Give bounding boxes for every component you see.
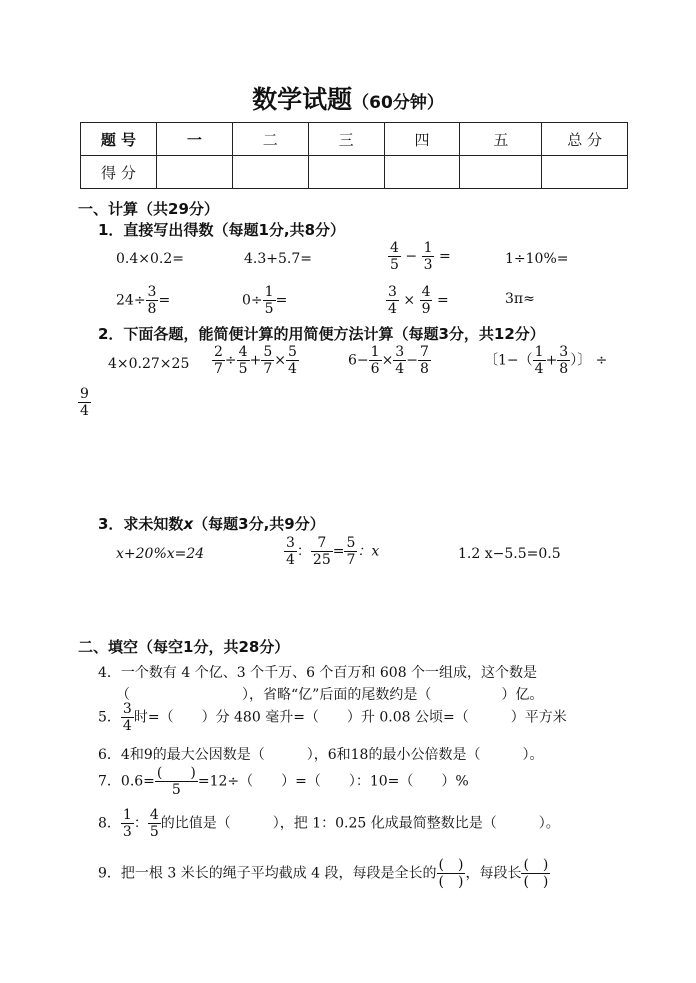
score-table-score-row (81, 156, 628, 189)
q1-item-h: 3π≈ (505, 291, 535, 307)
exam-title (0, 80, 696, 116)
q2-item-a: 4×0.27×25 (108, 356, 190, 372)
score-entry-cell[interactable] (384, 156, 460, 189)
q1-item-e: 24÷ $\frac{3}{8}$ = (116, 284, 171, 317)
q2-item-d-wrap-fraction: $\frac{9}{4}$ (80, 386, 89, 419)
q3-item-b: $\frac{3}{4}$ ： $\frac{7}{25}$ = $\frac{5}{7}$ ：x (286, 535, 380, 568)
table-cell: 三 (308, 123, 384, 156)
q9: 9．把一根 3 米长的绳子平均截成 4 段，每段是全长的 $\frac{( )}{( )}$ ，每段长 $\frac{( )}{( )}$ (98, 857, 549, 890)
q3-heading: 3．求未知数x（每题3分,共9分） (98, 515, 325, 533)
q1-item-d: 1÷10%= (505, 251, 569, 267)
q7: 7．0.6= $\frac{( )}{5}$ =12÷（ ）=（ ）：10=（ ）% (98, 765, 469, 798)
score-entry-cell[interactable] (308, 156, 384, 189)
score-entry-cell[interactable] (232, 156, 308, 189)
table-cell: 总 分 (542, 123, 628, 156)
q2-item-c: 6− $\frac{1}{6}$ × $\frac{3}{4}$ − $\frac{7}{8}$ (348, 344, 429, 377)
table-cell: 二 (232, 123, 308, 156)
q4-line2: （ ），省略“亿”后面的尾数约是（ ）亿。 (116, 687, 544, 703)
table-cell: 题 号 (81, 123, 157, 156)
q9-blank-fraction-1: $\frac{( )}{( )}$ (438, 857, 464, 890)
q1-item-a: 0.4×0.2= (116, 251, 184, 267)
q8: 8． $\frac{1}{3}$ ： $\frac{4}{5}$ 的比值是（ ），把 1：0.25 化成最简整数比是（ ）。 (98, 807, 560, 840)
table-cell: 五 (460, 123, 542, 156)
table-cell: 一 (156, 123, 232, 156)
q6: 6．4和9的最大公因数是（ ），6和18的最小公倍数是（ ）。 (98, 747, 544, 763)
title-main: 数学试题 (252, 85, 353, 114)
score-table (80, 122, 628, 189)
score-entry-cell[interactable] (542, 156, 628, 189)
q2-item-d: 〔1−（ $\frac{1}{4}$ + $\frac{3}{8}$ ）〕 ÷ (484, 344, 608, 377)
q3-item-c: 1.2 x−5.5=0.5 (458, 546, 561, 562)
q9-blank-fraction-2: $\frac{( )}{( )}$ (523, 857, 549, 890)
q1-heading: 1．直接写出得数（每题1分,共8分） (98, 221, 346, 239)
table-cell: 得 分 (81, 156, 157, 189)
section2-heading: 二、填空（每空1分，共28分） (78, 638, 290, 656)
q1-item-b: 4.3+5.7= (244, 251, 312, 267)
score-table-header-row (81, 123, 628, 156)
q3-item-a: x+20%x=24 (116, 546, 205, 562)
table-cell: 四 (384, 123, 460, 156)
q2-heading: 2．下面各题，能简便计算的用简便方法计算（每题3分，共12分） (98, 325, 545, 343)
q4-line1: 4．一个数有 4 个亿、3 个千万、6 个百万和 608 个一组成，这个数是 (98, 665, 538, 681)
score-entry-cell[interactable] (460, 156, 542, 189)
score-entry-cell[interactable] (156, 156, 232, 189)
q5: 5． $\frac{3}{4}$ 时=（ ）分 480 毫升=（ ）升 0.08 公顷=（ ）平方米 (98, 701, 567, 734)
title-duration: （60分钟） (352, 93, 444, 113)
q1-item-g: $\frac{3}{4}$ × $\frac{4}{9}$ = (388, 284, 449, 317)
q2-item-b: $\frac{2}{7}$ ÷ $\frac{4}{5}$ + $\frac{5}{7}$ × $\frac{5}{4}$ (214, 344, 297, 377)
q1-item-c: $\frac{4}{5}$ − $\frac{1}{3}$ = (390, 240, 451, 273)
section1-heading: 一、计算（共29分） (78, 200, 219, 218)
q1-item-f: 0÷ $\frac{1}{5}$ = (242, 284, 288, 317)
